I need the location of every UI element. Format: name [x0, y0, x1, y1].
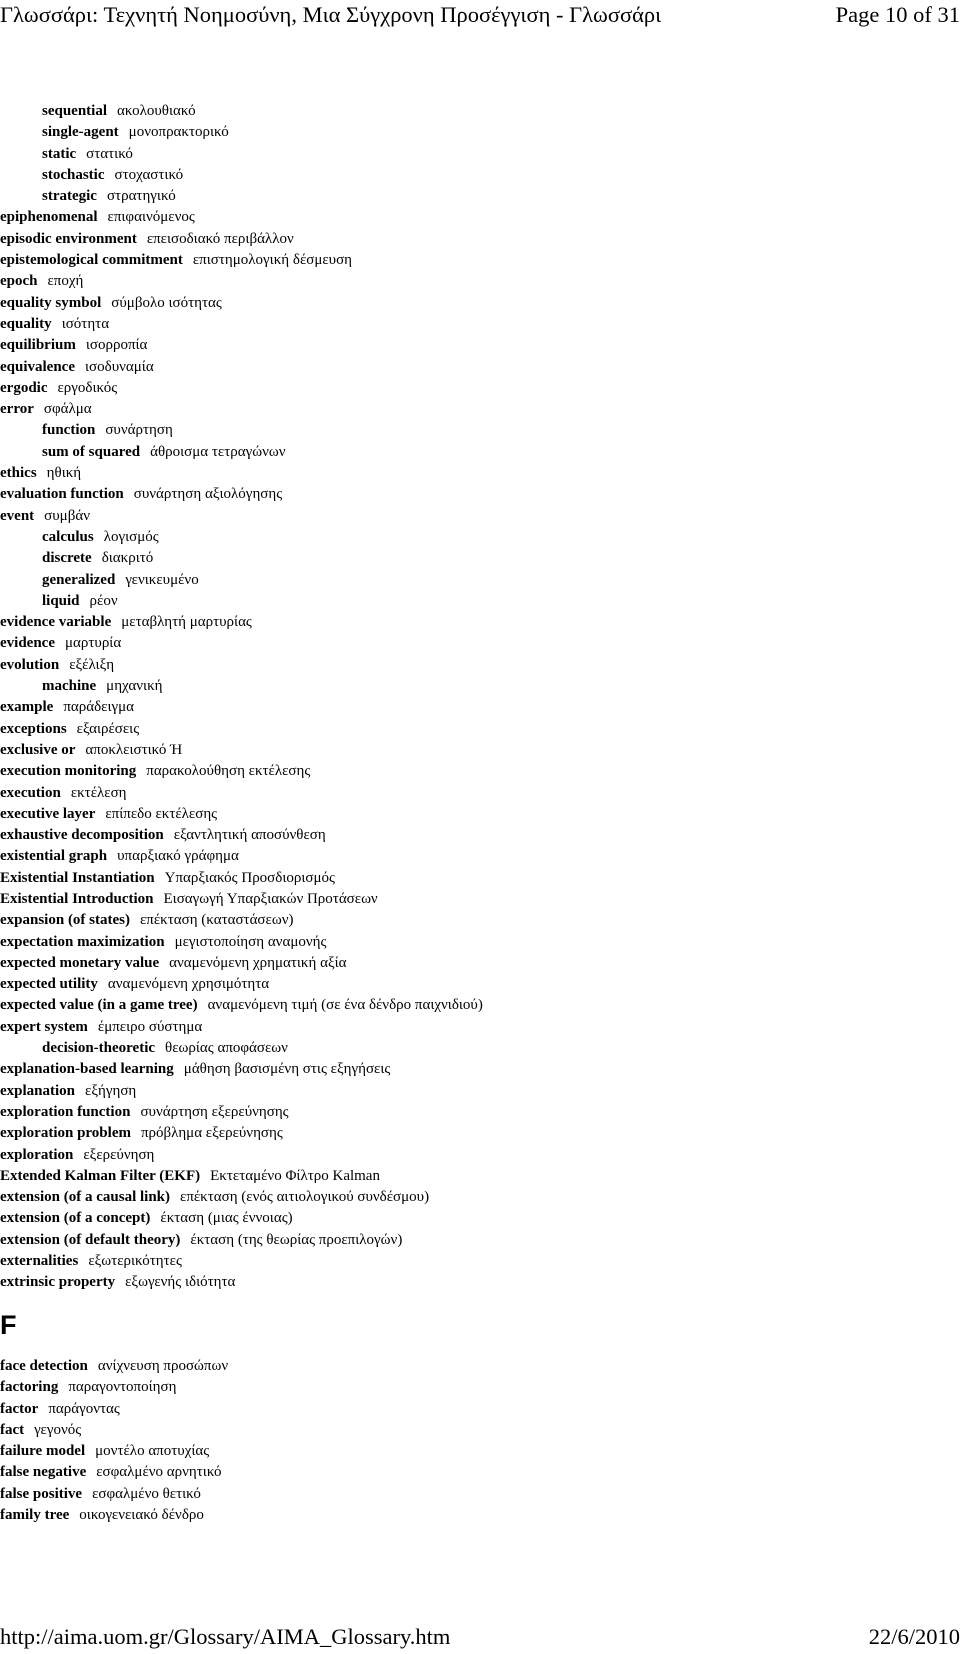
glossary-translation: επιστημολογική δέσμευση	[192, 252, 353, 269]
glossary-term: explanation	[0, 1082, 76, 1099]
glossary-entry	[0, 1230, 960, 1251]
glossary-entry	[0, 1038, 960, 1059]
glossary-entry	[0, 1441, 960, 1462]
glossary-term: static	[42, 145, 77, 162]
glossary-translation: εσφαλμένο θετικό	[92, 1485, 201, 1502]
glossary-entry	[0, 1166, 960, 1187]
glossary-translation: εξέλιξη	[69, 656, 115, 673]
glossary-term: epiphenomenal	[0, 209, 98, 226]
glossary-entry	[0, 1251, 960, 1272]
glossary-term: function	[42, 422, 96, 439]
glossary-term: calculus	[42, 528, 94, 545]
glossary-entry	[0, 825, 960, 846]
document-title: Γλωσσάρι: Τεχνητή Νοημοσύνη, Μια Σύγχρονη Προσέγγιση - Γλωσσάρι	[0, 2, 662, 27]
glossary-entry	[0, 1145, 960, 1166]
glossary-term: stochastic	[42, 166, 105, 183]
glossary-term: evaluation function	[0, 486, 124, 503]
glossary-entry	[0, 1399, 960, 1420]
glossary-term: exploration function	[0, 1103, 131, 1120]
glossary-entry	[0, 995, 960, 1016]
glossary-translation: σφάλμα	[43, 401, 92, 418]
glossary-translation: αποκλειστικό Ή	[85, 741, 183, 758]
glossary-list-e	[0, 101, 960, 1294]
glossary-translation: στοχαστικό	[114, 166, 184, 183]
glossary-term: ethics	[0, 465, 37, 482]
glossary-term: discrete	[42, 550, 92, 567]
glossary-entry	[0, 570, 960, 591]
glossary-translation: ακολουθιακό	[117, 103, 196, 119]
glossary-entry	[0, 932, 960, 953]
glossary-term: Existential Introduction	[0, 890, 154, 907]
glossary-translation: αναμενόμενη χρησιμότητα	[107, 976, 270, 993]
glossary-entry	[0, 527, 960, 548]
glossary-translation: άθροισμα τετραγώνων	[150, 443, 286, 460]
glossary-entry	[0, 1272, 960, 1293]
glossary-entry	[0, 271, 960, 292]
glossary-entry	[0, 1123, 960, 1144]
glossary-entry	[0, 420, 960, 441]
glossary-term: expansion (of states)	[0, 912, 130, 929]
glossary-entry	[0, 676, 960, 697]
glossary-entry	[0, 122, 960, 143]
glossary-translation: εσφαλμένο αρνητικό	[96, 1464, 222, 1481]
page-header	[0, 0, 960, 30]
glossary-term: externalities	[0, 1253, 79, 1270]
glossary-entry	[0, 399, 960, 420]
glossary-translation: επέκταση (καταστάσεων)	[140, 912, 294, 929]
glossary-translation: ανίχνευση προσώπων	[97, 1358, 229, 1374]
glossary-translation: ισότητα	[61, 315, 110, 332]
glossary-term: execution	[0, 784, 61, 801]
glossary-entry	[0, 1505, 960, 1526]
glossary-entry	[0, 314, 960, 335]
glossary-translation: συνάρτηση εξερεύνησης	[140, 1103, 289, 1120]
glossary-entry	[0, 889, 960, 910]
footer-url: http://aima.uom.gr/Glossary/AIMA_Glossary.htm	[0, 1624, 451, 1649]
glossary-term: exploration	[0, 1146, 74, 1163]
glossary-translation: έμπειρο σύστημα	[97, 1018, 203, 1035]
glossary-term: error	[0, 401, 34, 418]
glossary-translation: επεισοδιακό περιβάλλον	[146, 230, 294, 247]
glossary-term: execution monitoring	[0, 763, 137, 780]
glossary-entry	[0, 868, 960, 889]
glossary-translation: εξερεύνηση	[83, 1146, 155, 1163]
glossary-term: evolution	[0, 656, 60, 673]
glossary-term: Extended Kalman Filter (EKF)	[0, 1167, 201, 1184]
glossary-translation: εποχή	[47, 273, 84, 290]
glossary-term: expected value (in a game tree)	[0, 997, 198, 1014]
glossary-term: expected monetary value	[0, 954, 160, 971]
glossary-entry	[0, 357, 960, 378]
section-letter-f: F	[0, 1310, 17, 1340]
glossary-translation: πρόβλημα εξερεύνησης	[140, 1125, 283, 1142]
glossary-translation: συνάρτηση αξιολόγησης	[133, 486, 283, 503]
glossary-translation: αναμενόμενη χρηματική αξία	[169, 954, 347, 971]
glossary-entry	[0, 378, 960, 399]
glossary-translation: επιφαινόμενος	[107, 209, 195, 226]
glossary-term: strategic	[42, 188, 97, 205]
glossary-term: extension (of default theory)	[0, 1231, 181, 1248]
glossary-term: exploration problem	[0, 1125, 131, 1142]
glossary-entry	[0, 484, 960, 505]
glossary-term: equivalence	[0, 358, 75, 375]
glossary-translation: στατικό	[86, 145, 133, 162]
glossary-term: face detection	[0, 1358, 88, 1374]
glossary-translation: παρακολούθηση εκτέλεσης	[146, 763, 311, 780]
glossary-term: example	[0, 699, 54, 716]
glossary-translation: συμβάν	[44, 507, 90, 524]
glossary-term: extrinsic property	[0, 1274, 116, 1291]
page-number: Page 10 of 31	[835, 2, 960, 27]
glossary-term: extension (of a causal link)	[0, 1189, 171, 1206]
glossary-translation: συνάρτηση	[105, 422, 173, 439]
glossary-translation: παράγοντας	[48, 1400, 120, 1417]
glossary-term: exceptions	[0, 720, 67, 737]
glossary-term: expectation maximization	[0, 933, 165, 950]
glossary-entry	[0, 740, 960, 761]
glossary-translation: Εισαγωγή Υπαρξιακών Προτάσεων	[163, 890, 378, 907]
glossary-term: executive layer	[0, 805, 96, 822]
glossary-entry	[0, 953, 960, 974]
glossary-entry	[0, 761, 960, 782]
glossary-entry	[0, 335, 960, 356]
glossary-translation: έκταση (της θεωρίας προεπιλογών)	[190, 1231, 403, 1248]
glossary-translation: οικογενειακό δένδρο	[79, 1507, 204, 1524]
glossary-entry	[0, 207, 960, 228]
glossary-entry	[0, 101, 960, 122]
glossary-translation: εξωτερικότητες	[88, 1253, 182, 1270]
glossary-entry	[0, 442, 960, 463]
glossary-term: explanation-based learning	[0, 1061, 174, 1078]
glossary-term: machine	[42, 678, 97, 695]
glossary-translation: υπαρξιακό γράφημα	[117, 848, 239, 865]
glossary-entry	[0, 144, 960, 165]
glossary-entry	[0, 1377, 960, 1398]
footer-date: 22/6/2010	[868, 1624, 960, 1649]
glossary-translation: μεγιστοποίηση αναμονής	[174, 933, 327, 950]
glossary-term: liquid	[42, 592, 80, 609]
glossary-translation: εκτέλεση	[70, 784, 127, 801]
glossary-term: expert system	[0, 1018, 88, 1035]
glossary-term: failure model	[0, 1443, 86, 1460]
glossary-entry	[0, 974, 960, 995]
glossary-translation: εξαιρέσεις	[76, 720, 140, 737]
glossary-term: expected utility	[0, 976, 98, 993]
glossary-entry	[0, 1187, 960, 1208]
glossary-term: generalized	[42, 571, 116, 588]
glossary-term: extension (of a concept)	[0, 1210, 151, 1227]
glossary-entry	[0, 783, 960, 804]
glossary-translation: ισορροπία	[85, 337, 148, 354]
glossary-translation: ηθική	[46, 465, 82, 482]
glossary-term: equality symbol	[0, 294, 102, 311]
glossary-translation: εργοδικός	[57, 379, 118, 396]
glossary-term: epistemological commitment	[0, 252, 183, 269]
glossary-translation: ρέον	[89, 592, 118, 609]
glossary-entry	[0, 1059, 960, 1080]
glossary-entry	[0, 612, 960, 633]
glossary-term: epoch	[0, 273, 38, 290]
glossary-translation: Υπαρξιακός Προσδιορισμός	[164, 869, 335, 886]
glossary-entry	[0, 719, 960, 740]
glossary-entry	[0, 506, 960, 527]
glossary-entry	[0, 1484, 960, 1505]
glossary-translation: μεταβλητή μαρτυρίας	[121, 614, 252, 631]
glossary-term: exclusive or	[0, 741, 76, 758]
page-footer	[0, 1622, 960, 1652]
glossary-translation: μαρτυρία	[64, 635, 122, 652]
glossary-entry	[0, 165, 960, 186]
glossary-entry	[0, 804, 960, 825]
glossary-entry	[0, 1017, 960, 1038]
glossary-entry	[0, 1420, 960, 1441]
glossary-translation: εξωγενής ιδιότητα	[125, 1274, 236, 1291]
glossary-term: ergodic	[0, 379, 48, 396]
glossary-term: decision-theoretic	[42, 1040, 156, 1057]
glossary-translation: λογισμός	[103, 528, 159, 545]
glossary-term: family tree	[0, 1507, 70, 1524]
glossary-translation: μοντέλο αποτυχίας	[95, 1443, 210, 1460]
glossary-term: equality	[0, 315, 52, 332]
glossary-entry	[0, 463, 960, 484]
glossary-translation: γεγονός	[34, 1421, 82, 1438]
glossary-translation: παράδειγμα	[63, 699, 135, 716]
glossary-entry	[0, 655, 960, 676]
glossary-entry	[0, 1081, 960, 1102]
glossary-entry	[0, 229, 960, 250]
glossary-translation: ισοδυναμία	[85, 358, 154, 375]
glossary-term: evidence variable	[0, 614, 112, 631]
glossary-translation: διακριτό	[101, 550, 154, 567]
glossary-translation: έκταση (μιας έννοιας)	[160, 1210, 293, 1227]
glossary-list-f	[0, 1356, 960, 1526]
glossary-term: false positive	[0, 1485, 83, 1502]
glossary-entry	[0, 910, 960, 931]
glossary-translation: εξήγηση	[85, 1082, 137, 1099]
glossary-translation: αναμενόμενη τιμή (σε ένα δένδρο παιχνιδιού)	[207, 997, 483, 1014]
glossary-entry	[0, 186, 960, 207]
glossary-translation: μονοπρακτορικό	[128, 124, 229, 141]
glossary-term: single-agent	[42, 124, 119, 141]
glossary-term: false negative	[0, 1464, 87, 1481]
glossary-entry	[0, 1462, 960, 1483]
glossary-translation: εξαντλητική αποσύνθεση	[173, 827, 326, 844]
glossary-entry	[0, 1102, 960, 1123]
glossary-entry	[0, 1356, 960, 1377]
glossary-term: event	[0, 507, 35, 524]
glossary-entry	[0, 548, 960, 569]
glossary-term: existential graph	[0, 848, 108, 865]
glossary-entry	[0, 1208, 960, 1229]
glossary-translation: γενικευμένο	[125, 571, 199, 588]
glossary-entry	[0, 293, 960, 314]
glossary-translation: μηχανική	[106, 678, 163, 695]
glossary-entry	[0, 697, 960, 718]
glossary-translation: επίπεδο εκτέλεσης	[105, 805, 218, 822]
glossary-term: equilibrium	[0, 337, 76, 354]
glossary-term: sum of squared	[42, 443, 141, 460]
glossary-term: factor	[0, 1400, 39, 1417]
glossary-translation: παραγοντοποίηση	[68, 1379, 177, 1396]
glossary-term: evidence	[0, 635, 55, 652]
glossary-translation: επέκταση (ενός αιτιολογικού συνδέσμου)	[180, 1189, 430, 1206]
glossary-entry	[0, 846, 960, 867]
glossary-term: episodic environment	[0, 230, 137, 247]
glossary-translation: Εκτεταμένο Φίλτρο Kalman	[210, 1167, 380, 1184]
glossary-translation: μάθηση βασισμένη στις εξηγήσεις	[183, 1061, 391, 1078]
glossary-entry	[0, 591, 960, 612]
glossary-entry	[0, 633, 960, 654]
glossary-term: exhaustive decomposition	[0, 827, 164, 844]
glossary-term: Existential Instantiation	[0, 869, 155, 886]
glossary-term: fact	[0, 1421, 25, 1438]
glossary-term: sequential	[42, 103, 108, 119]
glossary-translation: θεωρίας αποφάσεων	[165, 1040, 288, 1057]
glossary-translation: σύμβολο ισότητας	[111, 294, 222, 311]
glossary-term: factoring	[0, 1379, 59, 1396]
glossary-entry	[0, 250, 960, 271]
glossary-translation: στρατηγικό	[106, 188, 176, 205]
